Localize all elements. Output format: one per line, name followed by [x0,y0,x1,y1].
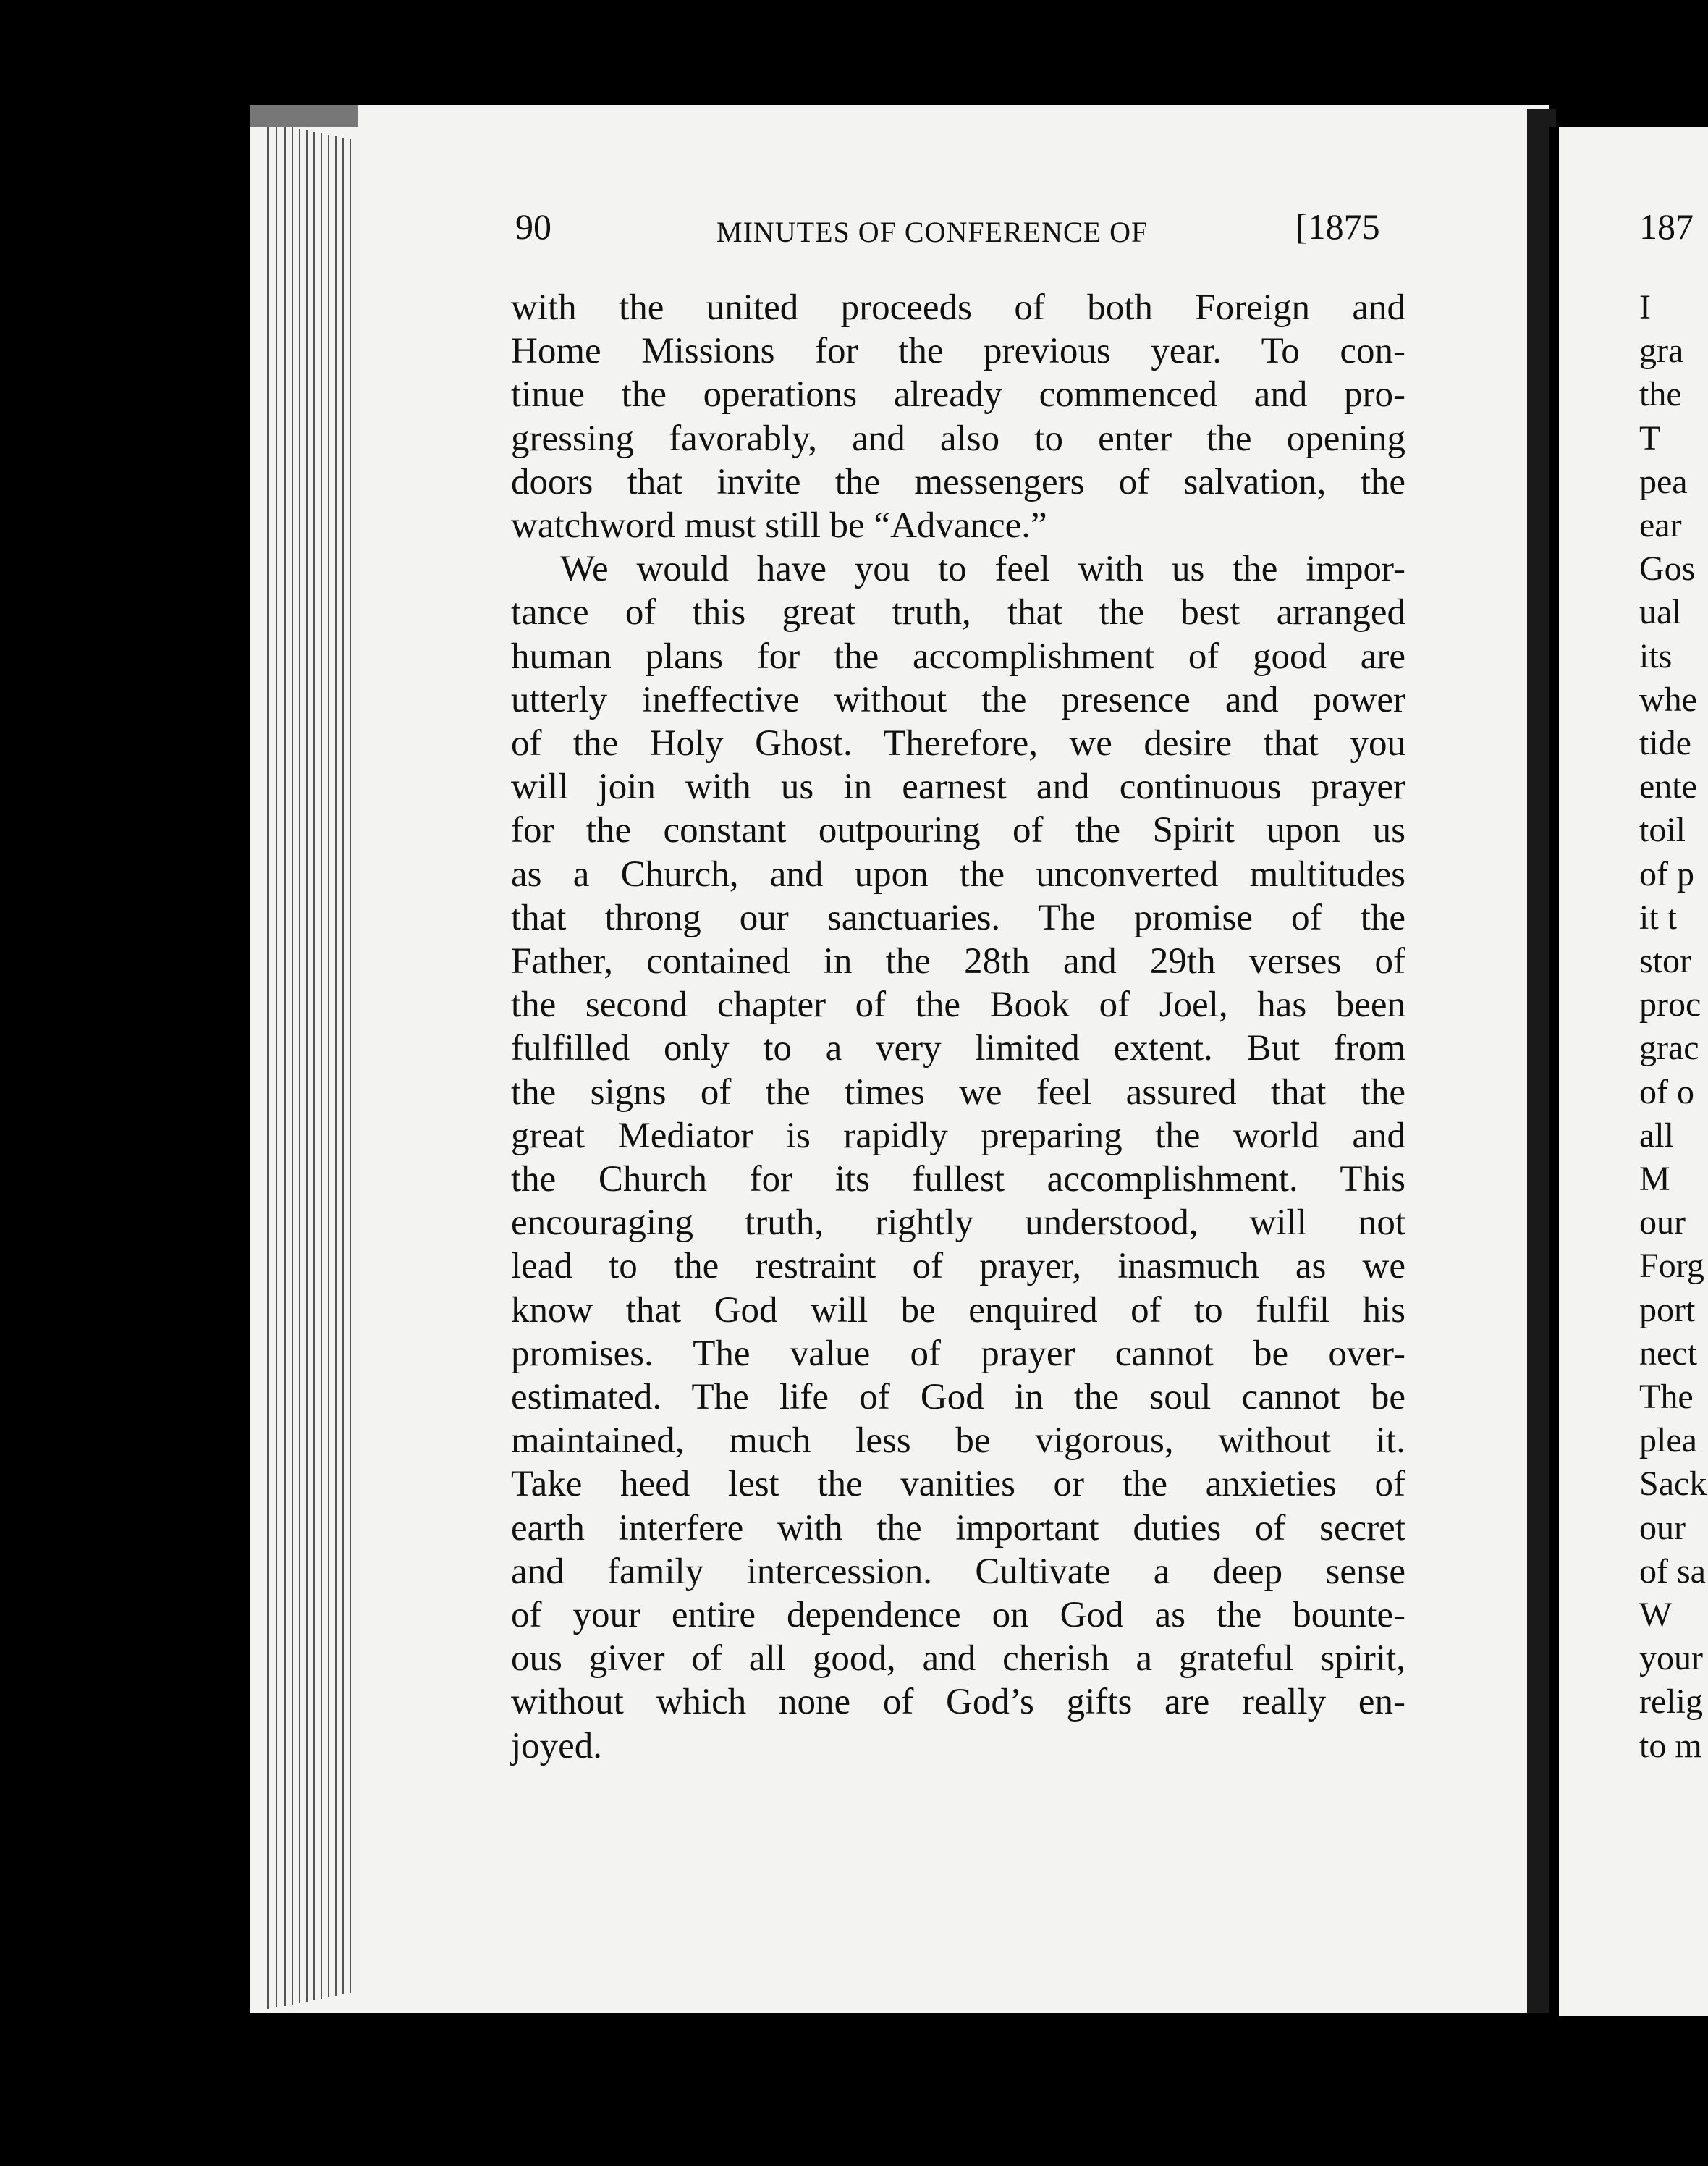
facing-line-fragment: ear [1639,506,1682,544]
facing-line-fragment: plea [1639,1421,1697,1460]
body-line: the signs of the times we feel assured that the [511,1071,1405,1113]
body-line: of your entire dependence on God as the bountе- [511,1595,1405,1635]
body-line: watchword must still be “Advance.” [511,505,1047,546]
facing-line-fragment: tide [1639,724,1691,762]
facing-line-fragment: all [1639,1116,1674,1155]
facing-line-fragment: of p [1639,854,1694,893]
body-line: for the constant outpouring of the Spirit upon us [511,810,1405,851]
facing-line-fragment: your [1639,1639,1703,1678]
facing-line-fragment: ual [1639,593,1682,632]
facing-line-fragment: W [1639,1596,1673,1634]
body-line: doors that invite the messengers of salvation, the [511,461,1405,502]
body-line: Take heed lest the vanities or the anxieties of [511,1464,1405,1505]
facing-line-fragment: T [1639,418,1661,458]
body-line: human plans for the accomplishment of good are [511,636,1405,677]
facing-line-fragment: ente [1639,767,1697,806]
facing-line-fragment: whe [1639,680,1697,719]
body-line: tance of this great truth, that the best arranged [511,592,1405,633]
running-head: MINUTES OF CONFERENCE OF [716,216,1149,248]
facing-line-fragment: Sack [1639,1465,1707,1504]
body-line: tinue the operations already commenced and pro- [511,374,1405,416]
facing-line-fragment: proc [1639,985,1701,1024]
facing-line-fragment: it t [1639,898,1678,937]
body-line: earth interfere with the important duties of secret [511,1507,1405,1548]
facing-line-fragment: The [1639,1378,1694,1416]
body-line: with the united proceeds of both Foreign and [511,287,1405,328]
body-line: estimated. The life of God in the soul cannot be [511,1377,1405,1417]
body-line: as a Church, and upon the unconverted multitudes [511,854,1405,895]
page-number: 90 [515,206,551,247]
facing-line-fragment: M [1639,1160,1670,1198]
body-line: We would have you to feel with us the impor- [560,549,1405,590]
facing-line-fragment: Forg [1639,1247,1704,1286]
facing-line-fragment: stor [1639,942,1691,980]
body-line: the second chapter of the Book of Joel, has been [511,985,1405,1026]
body-line: gressing favorably, and also to enter the opening [511,418,1405,459]
body-line: and family intercession. Cultivate a deep sense [511,1551,1405,1592]
body-line: the Church for its fullest accomplishment. This [511,1159,1405,1200]
body-line: that throng our sanctuaries. The promise of the [511,897,1405,938]
body-line: fulfilled only to a very limited extent. But from [511,1028,1405,1069]
body-line: utterly ineffective without the presence and power [511,679,1405,720]
facing-line-fragment: its [1639,636,1673,675]
facing-line-fragment: pea [1639,462,1688,501]
facing-line-fragment: relig [1639,1682,1703,1722]
body-line: promises. The value of prayer cannot be over- [511,1333,1405,1374]
facing-line-fragment: gra [1639,332,1684,371]
body-line: Father, contained in the 28th and 29th verses of [511,941,1405,982]
body-line: Home Missions for the previous year. To con- [511,331,1405,372]
body-line: will join with us in earnest and continuous prayer [511,767,1405,808]
facing-page-header-fragment: 187 [1639,206,1694,247]
year-mark: [1875 [1295,206,1380,247]
body-line: of the Holy Ghost. Therefore, we desire that you [511,723,1405,764]
facing-line-fragment: the [1639,375,1682,414]
facing-line-fragment: toil [1639,811,1686,850]
facing-line-fragment: I [1639,288,1651,326]
facing-line-fragment: our [1639,1508,1686,1547]
facing-line-fragment: our [1639,1203,1686,1242]
facing-line-fragment: of sa [1639,1551,1706,1590]
facing-line-fragment: to m [1639,1726,1702,1765]
body-line: joyed. [511,1725,603,1766]
body-line: know that God will be enquired of to fulfil his [511,1289,1405,1331]
body-line: maintained, much less be vigorous, without it. [511,1420,1405,1462]
facing-line-fragment: Gos [1639,549,1696,589]
facing-line-fragment: nect [1639,1333,1697,1373]
body-line: ous giver of all good, and cherish a grateful spirit, [511,1638,1405,1680]
body-line: great Mediator is rapidly preparing the world and [511,1115,1405,1156]
body-line: encouraging truth, rightly understood, will not [511,1202,1405,1244]
body-line: lead to the restraint of prayer, inasmuch as we [511,1246,1405,1287]
body-line: without which none of God’s gifts are really en- [511,1682,1405,1723]
facing-line-fragment: of o [1639,1072,1694,1111]
facing-line-fragment: grac [1639,1029,1699,1068]
facing-line-fragment: port [1639,1290,1696,1329]
